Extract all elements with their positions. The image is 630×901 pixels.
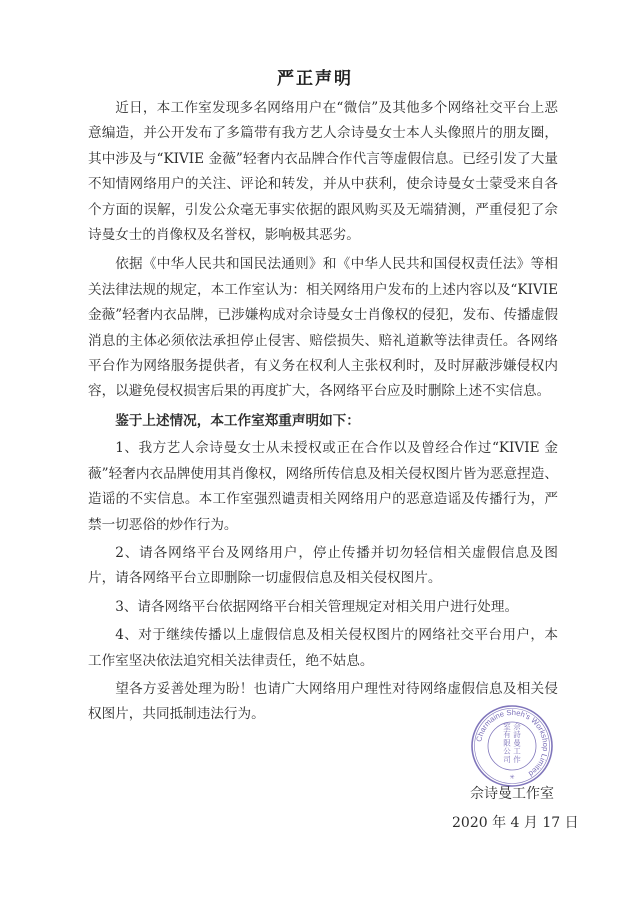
seal-center-char: 限 — [503, 738, 511, 748]
seal-center-char: 公 — [503, 746, 511, 756]
svg-text:Charmaine Sheh's Workshop Limi — [474, 708, 550, 778]
signature-studio: 佘诗曼工作室 — [470, 786, 554, 802]
seal-center-char: 有 — [503, 730, 511, 740]
seal-center-char: 作 — [513, 754, 521, 764]
svg-text:✳: ✳ — [509, 774, 515, 781]
paragraph-intro: 近日，本工作室发现多名网络用户在“微信”及其他多个网络社交平台上恶意编造，并公开发布了多篇带有我方艺人佘诗曼女士本人头像照片的朋友圈，其中涉及与“KIVIE 金薇”轻奢内衣品牌合作代言等虚假信息。已经引发了大量不知情网络用户的关注、评论和转发，并从中获利，使佘诗曼女士蒙受来自各个方面的误解，引发公众毫无事实依据的跟风购买及无端猜测，严重侵犯了佘诗曼女士的肖像权及名誉权，影响极其恶劣。 — [88, 100, 558, 244]
statement-subheading: 鉴于上述情况，本工作室郑重声明如下： — [115, 412, 360, 429]
seal-ring-text: Charmaine Sheh's Workshop Limited — [474, 707, 551, 779]
statement-item-4: 4、对于继续传播以上虚假信息及相关侵权图片的网络社交平台用户，本工作室坚决依法追究相关法律责任，绝不姑息。 — [88, 627, 558, 669]
paragraph-legal-basis: 依据《中华人民共和国民法通则》和《中华人民共和国侵权责任法》等相关法律法规的规定，本工作室认为：相关网络用户发布的上述内容以及“KIVIE 金薇”轻奢内衣品牌，已涉嫌构成对佘诗曼女士肖像权的侵犯，发布、传播虚假消息的主体必须依法承担停止侵害、赔偿损失、赔礼道歉等法律责任。各网络平台作为网络服务提供者，有义务在权利人主张权利时，及时屏蔽涉嫌侵权内容，以避免侵权损害后果的再度扩大，各网络平台应及时删除上述不实信息。 — [88, 256, 558, 400]
seal-center-char: 工 — [513, 746, 521, 756]
statement-date: 2020 年 4 月 17 日 — [452, 815, 579, 831]
seal-center-char: 詩 — [513, 730, 521, 740]
document-title: 严正声明 — [277, 69, 353, 89]
document-body — [88, 96, 558, 732]
seal-center-char: 司 — [503, 754, 511, 764]
seal-center-char: 室 — [503, 722, 511, 731]
company-seal-stamp — [470, 704, 554, 788]
statement-item-3: 3、请各网络平台依据网络平台相关管理规定对相关用户进行处理。 — [115, 598, 519, 615]
seal-center-char: 曼 — [513, 738, 521, 748]
seal-center-char: 佘 — [513, 722, 521, 731]
statement-item-2: 2、请各网络平台及网络用户，停止传播并切勿轻信相关虚假信息及图片，请各网络平台立即删除一切虚假信息及相关侵权图片。 — [88, 544, 558, 587]
statement-item-1: 1、我方艺人佘诗曼女士从未授权或正在合作以及曾经合作过“KIVIE 金薇”轻奢内衣品牌使用其肖像权，网络所传信息及相关侵权图片皆为恶意捏造、造谣的不实信息。本工作室强烈谴责相关网络用户的恶意造谣及传播行为，严禁一切恶俗的炒作行为。 — [88, 440, 558, 533]
paragraph-closing: 望各方妥善处理为盼！也请广大网络用户理性对待网络虚假信息及相关侵权图片，共同抵制违法行为。 — [88, 680, 558, 723]
